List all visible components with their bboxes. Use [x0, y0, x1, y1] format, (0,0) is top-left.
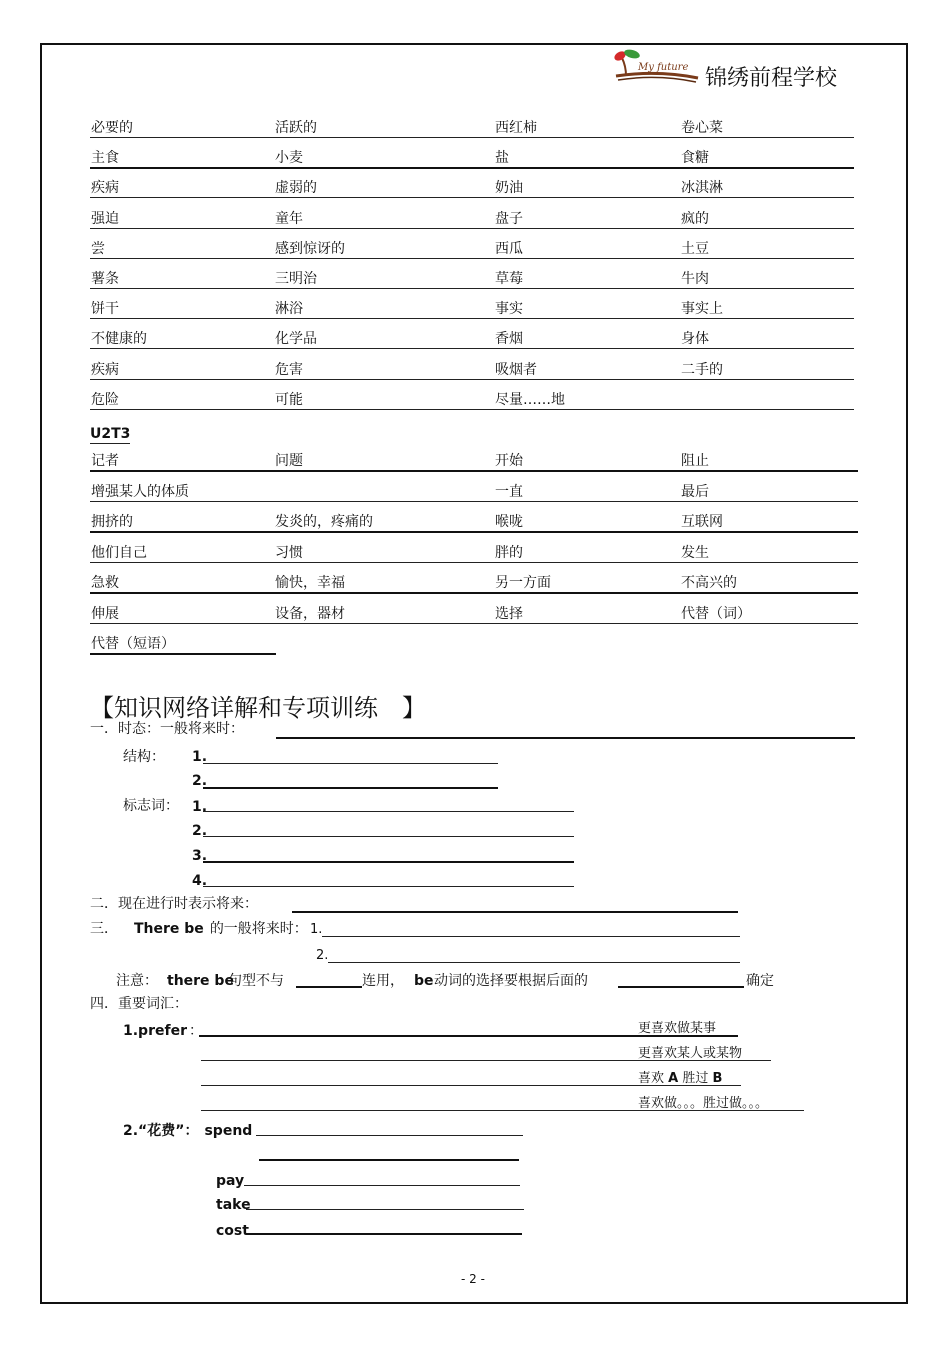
- vocab-b-cell: 增强某人的体质: [91, 483, 189, 500]
- vocab-a-row-rule: [90, 288, 854, 289]
- vocab-a-row-rule: [90, 409, 854, 410]
- vocab-b-cell: 互联网: [681, 514, 723, 531]
- prefer-meaning-3: 喜欢 A 胜过 B: [638, 1071, 723, 1086]
- vocab-a-cell: 吸烟者: [495, 361, 537, 378]
- part3-blank-1[interactable]: [322, 936, 740, 937]
- vocab-b-cell: 胖的: [495, 544, 523, 561]
- part3-num: 三．: [90, 921, 118, 937]
- prefer-head: [123, 1023, 203, 1039]
- take-blank[interactable]: [246, 1209, 524, 1210]
- vocab-a-row-rule: [90, 167, 854, 169]
- part3-rest: 的一般将来时：: [209, 921, 308, 937]
- vocab-b-cell: 喉咙: [495, 514, 523, 531]
- structure-blank-2[interactable]: [203, 787, 498, 789]
- signal-blank-1[interactable]: [203, 811, 574, 812]
- part3-there-be: There be: [134, 921, 204, 937]
- structure-label: 结构：: [123, 749, 165, 765]
- vocab-a-cell: 卷心菜: [681, 120, 723, 136]
- vocab-b-row-rule: [90, 592, 858, 594]
- vocab-a-row-rule: [90, 318, 854, 319]
- school-name: 锦绣前程学校: [705, 66, 838, 91]
- vocab-b-cell: 另一方面: [495, 575, 551, 592]
- vocab-a-cell: 盘子: [495, 210, 523, 227]
- vocab-a-row-rule: [90, 228, 854, 229]
- school-logo: [612, 46, 702, 88]
- spend-blank-2[interactable]: [259, 1159, 519, 1161]
- note-be: be: [414, 973, 434, 989]
- section-title: 【知识网络详解和专项训练 】: [90, 694, 426, 722]
- vocab-b-row-rule: [90, 531, 858, 533]
- page-number: - 2 -: [461, 1272, 485, 1286]
- logo-script: My future: [638, 62, 689, 73]
- vocab-b-cell: 愉快，幸福: [275, 575, 345, 592]
- structure-blank-1[interactable]: [203, 763, 498, 764]
- note-blank-2[interactable]: [618, 986, 744, 988]
- vocab-a-cell: 奶油: [495, 180, 523, 197]
- vocab-a-cell: 西瓜: [495, 240, 523, 257]
- prefer-meaning-4: 喜欢做。。。胜过做。。。: [638, 1096, 769, 1111]
- vocab-b-row-rule: [90, 501, 858, 502]
- vocab-a-cell: 三明治: [275, 271, 317, 287]
- vocab-b-row-rule: [90, 562, 858, 563]
- vocab-b-row-rule: [90, 470, 858, 472]
- note-blank-1[interactable]: [296, 986, 362, 988]
- vocab-b-cell: 开始: [495, 453, 523, 469]
- vocab-b-cell: 记者: [91, 453, 119, 469]
- vocab-a-cell: 事实上: [681, 301, 723, 318]
- vocab-b-cell: 发炎的，疼痛的: [275, 514, 373, 531]
- vocab-b-cell: 阻止: [681, 453, 709, 469]
- part1-label: 一．时态：一般将来时：: [90, 721, 244, 737]
- signal-label: 标志词：: [123, 798, 179, 814]
- prefer-colon: ：: [188, 1023, 203, 1039]
- note-mid2: 连用，: [362, 973, 404, 989]
- signal-blank-4[interactable]: [203, 886, 574, 887]
- vocab-a-cell: 尽量……地: [495, 391, 565, 408]
- vocab-a-cell: 饼干: [91, 301, 119, 318]
- vocab-b-cell: 选择: [495, 606, 523, 622]
- signal-item-3: 3.: [192, 848, 208, 864]
- vocab-a-cell: 土豆: [681, 240, 709, 257]
- vocab-b-cell: 急救: [91, 575, 119, 592]
- vocab-a-cell: 危害: [275, 361, 303, 378]
- vocab-a-cell: 疾病: [91, 361, 119, 378]
- vocab-a-cell: 淋浴: [275, 301, 303, 318]
- vocab-a-cell: 疾病: [91, 180, 119, 197]
- signal-item-4: 4.: [192, 873, 208, 889]
- vocab-a-cell: 可能: [275, 391, 303, 408]
- vocab-a-cell: 活跃的: [275, 120, 317, 136]
- spend-label: spend: [204, 1123, 253, 1139]
- vocab-a-cell: 牛肉: [681, 271, 709, 287]
- part3-blank-2[interactable]: [328, 962, 740, 963]
- vocab-a-row-rule: [90, 348, 854, 349]
- vocab-a-cell: 薯条: [91, 271, 119, 287]
- vocab-a-cell: 主食: [91, 150, 119, 167]
- vocab-a-cell: 小麦: [275, 150, 303, 167]
- prefer-label: 1.prefer: [123, 1023, 187, 1039]
- vocab-a-cell: 草莓: [495, 271, 523, 287]
- vocab-a-cell: 危险: [91, 391, 119, 408]
- vocab-a-cell: 香烟: [495, 331, 523, 348]
- signal-item-1: 1.: [192, 799, 208, 815]
- vocab-b-cell: 习惯: [275, 544, 303, 561]
- vocab-b-cell: 发生: [681, 544, 709, 561]
- take-label: take: [216, 1197, 251, 1213]
- part3-item-2: 2.: [316, 948, 329, 963]
- vocab-a-cell: 食糖: [681, 150, 709, 167]
- note-prefix: 注意：: [116, 973, 158, 989]
- vocab-b-cell: 设备，器材: [275, 606, 345, 622]
- vocab-b-cell: 不高兴的: [681, 575, 737, 592]
- vocab-a-cell: 疯的: [681, 210, 709, 227]
- note-end: 确定: [746, 973, 774, 989]
- part3-item-1: 1.: [310, 922, 323, 937]
- prefer-meaning-1: 更喜欢做某事: [638, 1021, 717, 1036]
- vocab-b-last: 代替（短语）: [91, 636, 175, 652]
- signal-item-2: 2.: [192, 823, 208, 839]
- structure-item-1: 1.: [192, 749, 208, 765]
- vocab-a-cell: 强迫: [91, 210, 119, 227]
- spend-blank-1[interactable]: [256, 1135, 523, 1136]
- vocab-b-cell: 一直: [495, 483, 523, 500]
- vocab-b-cell: 他们自己: [91, 544, 147, 561]
- vocab-a-row-rule: [90, 258, 854, 259]
- vocab-a-row-rule: [90, 137, 854, 138]
- pay-blank[interactable]: [244, 1185, 520, 1186]
- vocab-a-cell: 事实: [495, 301, 523, 318]
- vocab-a-cell: 虚弱的: [275, 180, 317, 197]
- vocab-b-cell: 最后: [681, 483, 709, 500]
- vocab-a-cell: 感到惊讶的: [275, 240, 345, 257]
- part2-label: 二．现在进行时表示将来：: [90, 896, 258, 912]
- vocab-a-cell: 不健康的: [91, 331, 147, 348]
- prefer-meaning-2: 更喜欢某人或某物: [638, 1046, 743, 1061]
- part2-blank[interactable]: [292, 911, 738, 913]
- vocab-b-cell: 伸展: [91, 606, 119, 622]
- spend-head: 2.“花费”： spend: [123, 1123, 253, 1139]
- note-there-be: there be: [167, 973, 234, 989]
- vocab-a-cell: 二手的: [681, 361, 723, 378]
- vocab-a-cell: 必要的: [91, 120, 133, 136]
- vocab-a-cell: 童年: [275, 210, 303, 227]
- vocab-a-row-rule: [90, 197, 854, 198]
- signal-blank-3[interactable]: [203, 861, 574, 863]
- part4-label: 四．重要词汇：: [90, 996, 188, 1012]
- note-mid3: 动词的选择要根据后面的: [434, 973, 588, 989]
- unit-label-underline: [90, 443, 130, 444]
- page-frame: [40, 43, 908, 1304]
- vocab-a-cell: 冰淇淋: [681, 180, 723, 197]
- part1-blank[interactable]: [276, 737, 855, 739]
- note-mid1: 句型不与: [228, 973, 284, 989]
- vocab-b-cell: 拥挤的: [91, 514, 133, 531]
- vocab-b-row-rule: [90, 623, 858, 624]
- vocab-b-cell: 问题: [275, 453, 303, 469]
- unit-label: U2T3: [90, 426, 131, 442]
- vocab-b-cell: 代替（词）: [681, 606, 751, 622]
- cost-blank[interactable]: [246, 1233, 522, 1235]
- vocab-a-cell: 化学品: [275, 331, 317, 348]
- vocab-a-cell: 尝: [91, 240, 105, 257]
- vocab-a-cell: 盐: [495, 150, 509, 167]
- vocab-a-row-rule: [90, 379, 854, 380]
- vocab-b-last-rule: [90, 653, 276, 655]
- signal-blank-2[interactable]: [203, 836, 574, 837]
- part3-label: [90, 921, 308, 937]
- vocab-a-cell: 身体: [681, 331, 709, 348]
- pay-label: pay: [216, 1173, 245, 1189]
- vocab-a-cell: 西红柿: [495, 120, 537, 136]
- cost-label: cost: [216, 1223, 249, 1239]
- structure-item-2: 2.: [192, 773, 208, 789]
